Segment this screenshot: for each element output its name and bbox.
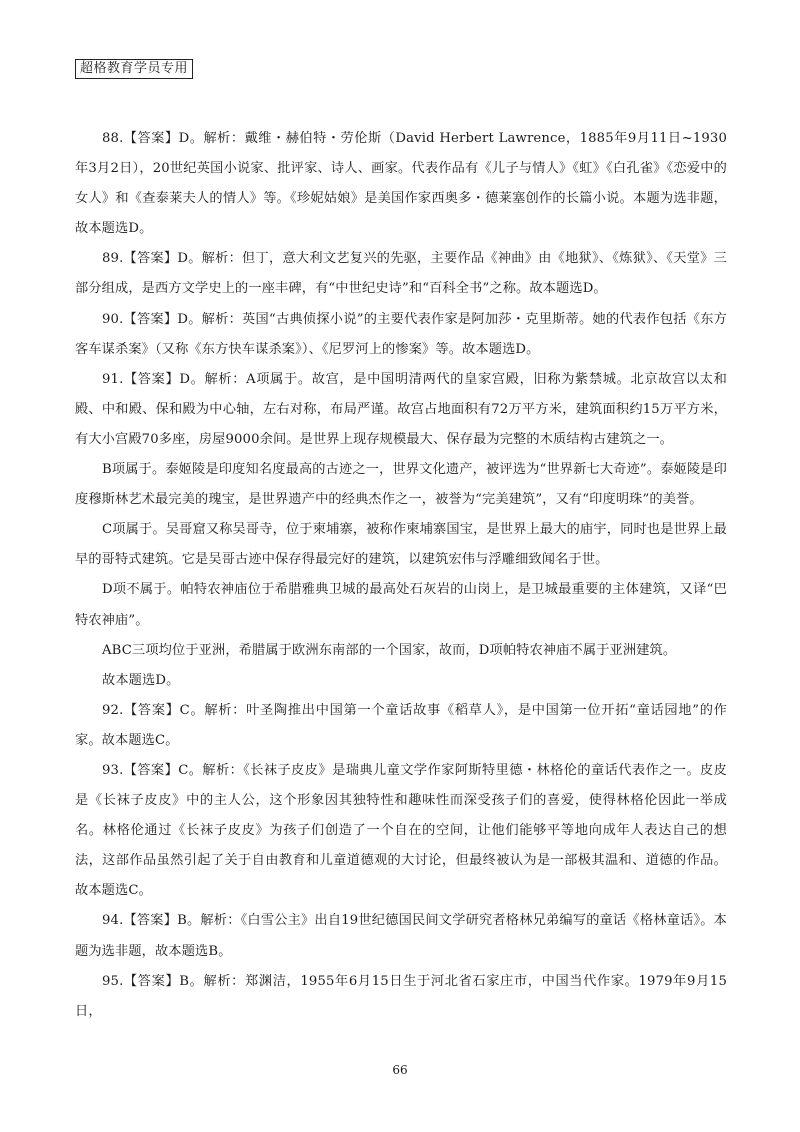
answer-91-conclusion: 故本题选D。	[102, 672, 180, 688]
answer-89: 89.【答案】D。解析：但丁，意大利文艺复兴的先驱，主要作品《神曲》由《地狱》、《炼狱》、《天堂》三部分组成，是西方文学史上的一座丰碑，有“中世纪史诗”和“百科全书”之称。故本题选D。	[75, 251, 727, 297]
answer-91-option-a: 91.【答案】D。解析：A项属于。故宫，是中国明清两代的皇家宫殿，旧称为紫禁城。北京故宫以太和殿、中和殿、保和殿为中心轴，左右对称，布局严谨。故宫占地面积有72万平方米，建筑面积约15万平方米，有大小宫殿70多座，房屋9000余间。是世界上现存规模最大、保存最为完整的木质结构古建筑之一。	[75, 371, 727, 447]
answer-88: 88.【答案】D。解析：戴维・赫伯特・劳伦斯（David Herbert Lawrence，1885年9月11日~1930年3月2日），20世纪英国小说家、批评家、诗人、画家。代表作品有《儿子与情人》《虹》《白孔雀》《恋爱中的女人》和《查泰莱夫人的情人》等。《珍妮姑娘》是美国作家西奥多・德莱塞创作的长篇小说。本题为选非题，故本题选D。	[75, 131, 727, 237]
answer-91-option-d: D项不属于。帕特农神庙位于希腊雅典卫城的最高处石灰岩的山岗上，是卫城最重要的主体建筑，又译“巴特农神庙”。	[75, 582, 727, 628]
answer-explanations	[75, 124, 727, 1027]
answer-91-option-b: B项属于。泰姬陵是印度知名度最高的古迹之一，世界文化遗产，被评选为“世界新七大奇迹”。泰姬陵是印度穆斯林艺术最完美的瑰宝，是世界遗产中的经典杰作之一，被誉为“完美建筑”，又有“印度明珠”的美誉。	[75, 462, 727, 508]
page-number: 66	[392, 1063, 408, 1077]
answer-91-summary: ABC三项均位于亚洲，希腊属于欧洲东南部的一个国家，故而，D项帕特农神庙不属于亚洲建筑。	[102, 642, 677, 658]
header-stamp: 超格教育学员专用	[75, 59, 193, 79]
answer-94: 94.【答案】B。解析：《白雪公主》出自19世纪德国民间文学研究者格林兄弟编写的童话《格林童话》。本题为选非题，故本题选B。	[75, 913, 727, 959]
answer-91-option-c: C项属于。吴哥窟又称吴哥寺，位于柬埔寨，被称作柬埔寨国宝，是世界上最大的庙宇，同时也是世界上最早的哥特式建筑。它是吴哥古迹中保存得最完好的建筑，以建筑宏伟与浮雕细致闻名于世。	[75, 522, 727, 568]
answer-93: 93.【答案】C。解析：《长袜子皮皮》是瑞典儿童文学作家阿斯特里德・林格伦的童话代表作之一。皮皮是《长袜子皮皮》中的主人公，这个形象因其独特性和趣味性而深受孩子们的喜爱，使得林格伦因此一举成名。林格伦通过《长袜子皮皮》为孩子们创造了一个自在的空间，让他们能够平等地向成年人表达自己的想法，这部作品虽然引起了关于自由教育和儿童道德观的大讨论，但最终被认为是一部极其温和、道德的作品。故本题选C。	[75, 762, 727, 899]
answer-90: 90.【答案】D。解析：英国“古典侦探小说”的主要代表作家是阿加莎・克里斯蒂。她的代表作包括《东方客车谋杀案》（又称《东方快车谋杀案》）、《尼罗河上的惨案》等。故本题选D。	[75, 311, 727, 357]
answer-95: 95.【答案】B。解析：郑渊洁，1955年6月15日生于河北省石家庄市，中国当代作家。1979年9月15日，	[75, 973, 727, 1019]
answer-92: 92.【答案】C。解析：叶圣陶推出中国第一个童话故事《稻草人》，是中国第一位开拓“童话园地”的作家。故本题选C。	[75, 702, 727, 748]
